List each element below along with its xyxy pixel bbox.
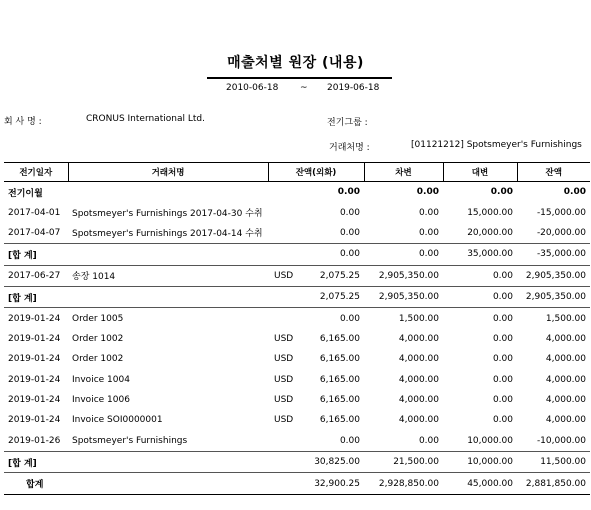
balance-fc-value: 6,165.00 (319, 333, 360, 344)
cell-description (68, 182, 268, 203)
cell-balance-fc (268, 370, 364, 390)
cell-description (68, 349, 268, 369)
balance-fc-value: 0.00 (339, 435, 360, 446)
cell-balance-fc (268, 452, 364, 473)
cell-credit: 0.00 (492, 395, 513, 406)
cell-description (68, 244, 268, 265)
cell-date: 2019-01-24 (8, 415, 61, 426)
cell-balance: -35,000.00 (517, 244, 590, 265)
cell-date: 2017-06-27 (8, 270, 61, 281)
cell-description (68, 452, 268, 473)
cell-description (68, 308, 268, 329)
balance-fc-value: 0.00 (337, 187, 360, 198)
cell-balance-fc (268, 223, 364, 244)
currency-code: USD (274, 395, 294, 406)
balance-fc-value: 6,165.00 (319, 395, 360, 406)
currency-code: USD (274, 333, 294, 344)
cell-date: 2019-01-24 (8, 313, 61, 324)
balance-fc-value: 30,825.00 (314, 457, 360, 468)
col-debit: 차변 (364, 163, 443, 182)
customer-value: [01121212] Spotsmeyer's Furnishings (411, 140, 582, 150)
cell-date: 합계 (4, 473, 68, 494)
cell-balance-fc (268, 308, 364, 329)
balance-fc-value: 0.00 (339, 207, 360, 218)
balance-fc-value: 2,075.25 (319, 292, 360, 303)
report-title: 매출처별 원장 (내용) (227, 55, 364, 71)
cell-description (68, 431, 268, 452)
cell-balance-fc (268, 244, 364, 265)
cell-description (68, 202, 268, 222)
col-date: 전기일자 (4, 163, 68, 182)
cell-balance: 2,905,350.00 (525, 270, 586, 281)
cell-balance: 4,000.00 (545, 333, 586, 344)
cell-balance: 2,905,350.00 (517, 286, 590, 307)
cell-date: [합 계] (4, 452, 68, 473)
company-label: 회 사 명 : (4, 117, 42, 127)
cell-balance: 11,500.00 (517, 452, 590, 473)
col-balance: 잔액 (517, 163, 590, 182)
cell-description (68, 223, 268, 244)
cell-credit: 20,000.00 (467, 227, 513, 238)
description-text: Spotsmeyer's Furnishings 2017-04-30 수취 (72, 209, 263, 220)
cell-credit: 35,000.00 (443, 244, 517, 265)
description-text: Spotsmeyer's Furnishings (72, 435, 188, 446)
date-from: 2010-06-18 (226, 83, 279, 93)
description-text: Spotsmeyer's Furnishings 2017-04-14 수취 (72, 229, 263, 240)
cell-date: 2017-04-01 (8, 207, 61, 218)
table-row (4, 370, 590, 390)
table-row (4, 329, 590, 349)
description-text: Invoice 1004 (72, 374, 130, 385)
col-credit: 대변 (443, 163, 517, 182)
cell-description (68, 286, 268, 307)
cell-credit: 10,000.00 (443, 452, 517, 473)
cell-debit: 2,928,850.00 (364, 473, 443, 494)
currency-code: USD (274, 354, 294, 365)
cell-credit: 0.00 (492, 333, 513, 344)
company-value: CRONUS International Ltd. (86, 114, 205, 124)
col-description: 거래처명 (68, 163, 268, 182)
description-text: Order 1002 (72, 354, 124, 365)
cell-debit: 0.00 (364, 244, 443, 265)
date-separator: ~ (300, 83, 308, 93)
cell-credit: 0.00 (492, 374, 513, 385)
cell-debit: 4,000.00 (398, 354, 439, 365)
table-row (4, 390, 590, 410)
cell-debit: 4,000.00 (398, 395, 439, 406)
cell-debit: 2,905,350.00 (364, 286, 443, 307)
cell-balance: 2,881,850.00 (517, 473, 590, 494)
cell-balance: 4,000.00 (545, 354, 586, 365)
cell-balance-fc (268, 390, 364, 410)
cell-balance: 1,500.00 (545, 313, 586, 324)
cell-date: [합 계] (4, 244, 68, 265)
cell-credit: 0.00 (490, 187, 513, 198)
balance-fc-value: 2,075.25 (319, 270, 360, 281)
cell-date: 2019-01-24 (8, 395, 61, 406)
table-row (4, 265, 590, 286)
balance-fc-value: 0.00 (339, 249, 360, 260)
cell-balance-fc (268, 202, 364, 222)
subtotal-row (4, 244, 590, 265)
cell-balance: 0.00 (563, 187, 586, 198)
table-row (4, 410, 590, 430)
cell-balance-fc (268, 286, 364, 307)
subtotal-row (4, 286, 590, 307)
description-text: Invoice SOI0000001 (72, 415, 163, 426)
cell-credit: 10,000.00 (467, 435, 513, 446)
cell-debit: 4,000.00 (398, 415, 439, 426)
grand-total-row (4, 473, 590, 494)
cell-balance: 4,000.00 (545, 374, 586, 385)
cell-credit: 0.00 (492, 313, 513, 324)
cell-description (68, 410, 268, 430)
cell-balance: -10,000.00 (536, 435, 586, 446)
table-row (4, 431, 590, 452)
cell-credit: 0.00 (492, 270, 513, 281)
table-header-row (4, 163, 590, 182)
cell-debit: 21,500.00 (364, 452, 443, 473)
ledger-table (4, 162, 590, 495)
date-to: 2019-06-18 (327, 83, 380, 93)
table-row (4, 308, 590, 329)
description-text: 송장 1014 (72, 272, 116, 283)
customer-label: 거래처명 : (329, 143, 370, 153)
cell-balance-fc (268, 329, 364, 349)
cell-date: [합 계] (4, 286, 68, 307)
cell-balance: -20,000.00 (536, 227, 586, 238)
cell-balance-fc (268, 349, 364, 369)
cell-description (68, 390, 268, 410)
posting-group-label: 전기그룹 : (327, 118, 368, 128)
cell-description (68, 370, 268, 390)
cell-debit: 0.00 (418, 227, 439, 238)
cell-debit: 1,500.00 (398, 313, 439, 324)
cell-balance-fc (268, 473, 364, 494)
cell-debit: 0.00 (418, 435, 439, 446)
cell-debit: 2,905,350.00 (378, 270, 439, 281)
cell-balance: 4,000.00 (545, 415, 586, 426)
cell-credit: 0.00 (492, 354, 513, 365)
cell-date: 전기이월 (8, 188, 43, 199)
table-row (4, 202, 590, 222)
cell-date: 2019-01-26 (8, 435, 61, 446)
description-text: Order 1002 (72, 333, 124, 344)
title-underline (207, 77, 392, 79)
table-row (4, 349, 590, 369)
cell-debit: 0.00 (418, 207, 439, 218)
cell-description (68, 265, 268, 286)
cell-debit: 4,000.00 (398, 374, 439, 385)
cell-balance: 4,000.00 (545, 395, 586, 406)
cell-description (68, 329, 268, 349)
cell-description (68, 473, 268, 494)
balance-fc-value: 0.00 (339, 227, 360, 238)
cell-balance-fc (268, 431, 364, 452)
cell-credit: 0.00 (443, 286, 517, 307)
cell-balance-fc (268, 182, 364, 203)
table-row (4, 182, 590, 203)
cell-credit: 15,000.00 (467, 207, 513, 218)
cell-credit: 0.00 (492, 415, 513, 426)
cell-date: 2019-01-24 (8, 333, 61, 344)
description-text: Invoice 1006 (72, 395, 130, 406)
balance-fc-value: 6,165.00 (319, 374, 360, 385)
cell-balance-fc (268, 265, 364, 286)
cell-date: 2019-01-24 (8, 354, 61, 365)
description-text: Order 1005 (72, 313, 124, 324)
cell-debit: 4,000.00 (398, 333, 439, 344)
col-balance-fc: 잔액(외화) (268, 163, 364, 182)
cell-date: 2017-04-07 (8, 227, 61, 238)
table-row (4, 223, 590, 244)
subtotal-row (4, 452, 590, 473)
balance-fc-value: 6,165.00 (319, 415, 360, 426)
balance-fc-value: 32,900.25 (314, 478, 360, 489)
cell-balance-fc (268, 410, 364, 430)
cell-debit: 0.00 (416, 187, 439, 198)
cell-date: 2019-01-24 (8, 374, 61, 385)
balance-fc-value: 0.00 (339, 313, 360, 324)
currency-code: USD (274, 415, 294, 426)
balance-fc-value: 6,165.00 (319, 354, 360, 365)
currency-code: USD (274, 270, 294, 281)
cell-balance: -15,000.00 (536, 207, 586, 218)
currency-code: USD (274, 374, 294, 385)
cell-credit: 45,000.00 (443, 473, 517, 494)
